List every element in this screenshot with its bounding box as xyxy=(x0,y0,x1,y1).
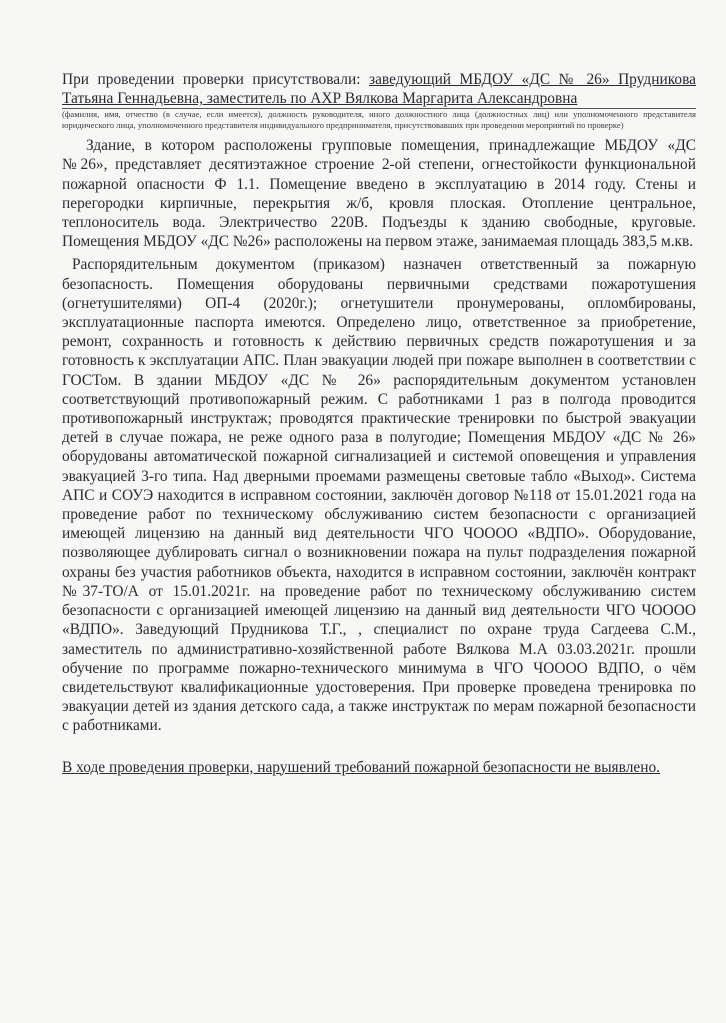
safety-paragraph: Распорядительным документом (приказом) назначен ответственный за пожарную безопасность. Помещения оборудованы первичными средствами пожаротушения (огнетушителями) ОП-4 (2020г.); огнетушители пронумерованы, опломбированы, эксплуатационные паспорта имеются. Определено лицо, ответственное за приобретение, ремонт, сохранность и готовность к действию первичных средств пожаротушения и за готовность к эксплуатации АПС. План эвакуации людей при пожаре выполнен в соответствии с ГОСТом. В здании МБДОУ «ДС № 26» распорядительным документом установлен соответствующий противопожарный режим. С работниками 1 раз в полгода проводится противопожарный инструктаж; проводятся практические тренировки по быстрой эвакуации детей в случае пожара, не реже одного раза в полугодие; Помещения МБДОУ «ДС № 26» оборудованы автоматической пожарной сигнализацией и системой оповещения и управления эвакуацией 3-го типа. Над дверными проемами размещены световые табло «Выход». Система АПС и СОУЭ находится в исправном состоянии, заключён договор №118 от 15.01.2021 года на проведение работ по техническому обслуживанию систем безопасности с организацией имеющей лицензию на данный вид деятельности ЧГО ЧОООО «ВДПО». Оборудование, позволяющее дублировать сигнал о возникновении пожара на пульт подразделения пожарной охраны без участия работников объекта, находится в исправном состоянии, заключён контракт №37-ТО/А от 15.01.2021г. на проведение работ по техническому обслуживанию систем безопасности с организацией имеющей лицензию на данный вид деятельности ЧГО ЧОООО «ВДПО». Заведующий Прудникова Т.Г., , специалист по охране труда Сагдеева С.М., заместитель по административно-хозяйственной работе Вялкова М.А 03.03.2021г. прошли обучение по программе пожарно-технического минимума в ЧГО ЧОООО ВДПО, о чём свидетельствуют квалификационные удостоверения. При проверке проведена тренировка по эвакуации детей из здания детского сада, а также инструктаж по мерам пожарной безопасности с работниками. xyxy=(62,256,696,735)
document-page xyxy=(62,70,696,777)
attendance-names: заведующий МБДОУ «ДС № 26» Прудникова Татьяна Геннадьевна, заместитель по АХР Вялкова Маргарита Александровна xyxy=(62,71,696,108)
building-paragraph: Здание, в котором расположены групповые помещения, принадлежащие МБДОУ «ДС №26», представляет десятиэтажное строение 2-ой степени, огнестойкости функциональной пожарной опасности Ф 1.1. Помещение введено в эксплуатацию в 2014 году. Стены и перегородки кирпичные, перекрытия ж/б, кровля плоская. Отопление центральное, теплоноситель вода. Электричество 220В. Подъезды к зданию свободные, круговые. Помещения МБДОУ «ДС №26» расположены на первом этаже, занимаемая площадь 383,5 м.кв. xyxy=(62,137,696,251)
attendance-paragraph xyxy=(62,70,696,108)
attendance-lead: При проведении проверки присутствовали: xyxy=(62,71,369,88)
attendance-note: (фамилия, имя, отчество (в случае, если имеется), должность руководителя, иного должностного лица (должностных лиц) или уполномоченного представителя юридического лица, уполномоченного представителя индивидуального предпринимателя, присутствовавших при проведении мероприятий по проверке) xyxy=(62,109,696,130)
conclusion-paragraph: В ходе проведения проверки, нарушений требований пожарной безопасности не выявлено. xyxy=(62,758,660,776)
